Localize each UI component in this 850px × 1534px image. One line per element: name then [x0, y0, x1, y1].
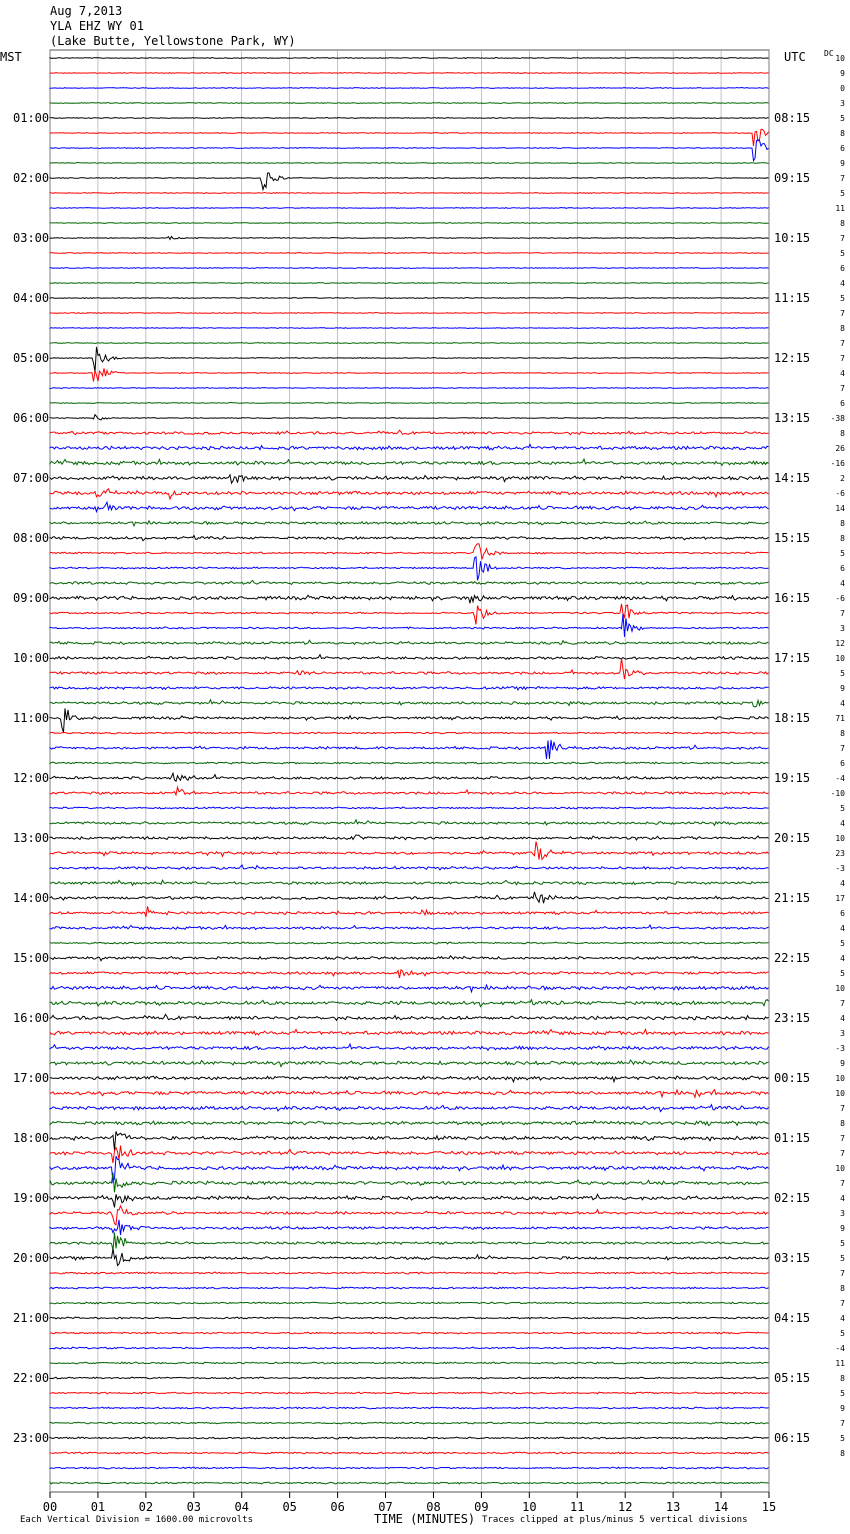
trace-line — [50, 700, 769, 707]
trace-line — [50, 1317, 769, 1319]
trace-line — [50, 1029, 769, 1035]
dc-offset-label: -16 — [830, 459, 845, 468]
trace-line — [50, 223, 769, 224]
dc-offset-label: 71 — [835, 714, 845, 723]
left-hour-label: 04:00 — [13, 291, 50, 305]
trace-line — [50, 640, 769, 644]
trace-line — [50, 444, 769, 449]
trace-line — [50, 544, 769, 560]
x-tick-label: 07 — [378, 1500, 393, 1514]
x-tick-label: 05 — [282, 1500, 297, 1514]
trace-line — [50, 328, 769, 329]
trace-line — [50, 880, 769, 885]
trace-line — [50, 536, 769, 541]
trace-line — [50, 1347, 769, 1349]
plot-frame — [50, 50, 769, 1492]
trace-line — [50, 1272, 769, 1274]
dc-offset-label: -6 — [835, 594, 845, 603]
dc-offset-label: 3 — [840, 1029, 845, 1038]
dc-offset-label: 5 — [840, 669, 845, 678]
right-hour-label: 05:15 — [774, 1371, 811, 1385]
right-hour-label: 01:15 — [774, 1131, 811, 1145]
right-hour-label: 04:15 — [774, 1311, 811, 1325]
trace-line — [50, 415, 769, 420]
dc-offset-label: 11 — [835, 1359, 845, 1368]
trace-line — [50, 521, 769, 526]
trace-line — [50, 1332, 769, 1334]
dc-offset-label: 3 — [840, 1209, 845, 1218]
dc-offset-label: 3 — [840, 624, 845, 633]
dc-offset-label: 7 — [840, 609, 845, 618]
dc-offset-label: 4 — [840, 279, 845, 288]
dc-offset-label: 7 — [840, 1104, 845, 1113]
trace-line — [50, 268, 769, 269]
dc-offset-label: 5 — [840, 1254, 845, 1263]
dc-offset-label: 8 — [840, 1374, 845, 1383]
trace-line — [50, 103, 769, 104]
left-hour-label: 13:00 — [13, 831, 50, 845]
trace-line — [50, 1249, 769, 1266]
dc-offset-label: -4 — [835, 1344, 845, 1353]
trace-line — [50, 580, 769, 584]
trace-line — [50, 1467, 769, 1469]
dc-offset-label: 7 — [840, 1419, 845, 1428]
dc-offset-label: 7 — [840, 1179, 845, 1188]
dc-offset-label: 8 — [840, 1449, 845, 1458]
dc-offset-label: 8 — [840, 1119, 845, 1128]
trace-line — [50, 740, 769, 759]
trace-line — [50, 1220, 769, 1235]
x-tick-label: 06 — [330, 1500, 345, 1514]
plot-date: Aug 7,2013 — [50, 4, 123, 18]
dc-offset-label: 4 — [840, 819, 845, 828]
trace-line — [50, 1156, 769, 1182]
dc-offset-label: 4 — [840, 879, 845, 888]
dc-offset-label: 5 — [840, 249, 845, 258]
station-location: (Lake Butte, Yellowstone Park, WY) — [50, 34, 296, 48]
dc-offset-label: -38 — [830, 414, 845, 423]
trace-line — [50, 298, 769, 299]
trace-line — [50, 430, 769, 434]
trace-line — [50, 687, 769, 690]
trace-line — [50, 820, 769, 826]
trace-line — [50, 1407, 769, 1409]
left-hour-label: 11:00 — [13, 711, 50, 725]
dc-offset-label: 4 — [840, 954, 845, 963]
trace-line — [50, 368, 769, 381]
right-hour-label: 13:15 — [774, 411, 811, 425]
dc-offset-label: 26 — [835, 444, 845, 453]
dc-offset-label: 4 — [840, 924, 845, 933]
trace-line — [50, 489, 769, 499]
right-hour-label: 02:15 — [774, 1191, 811, 1205]
trace-line — [50, 655, 769, 660]
dc-offset-label: 6 — [840, 564, 845, 573]
dc-offset-label: -10 — [830, 789, 845, 798]
trace-line — [50, 762, 769, 764]
dc-offset-label: 7 — [840, 174, 845, 183]
left-hour-label: 09:00 — [13, 591, 50, 605]
left-hour-label: 17:00 — [13, 1071, 50, 1085]
trace-line — [50, 58, 769, 59]
dc-offset-label: 6 — [840, 759, 845, 768]
dc-offset-label: 4 — [840, 699, 845, 708]
trace-line — [50, 283, 769, 284]
right-hour-label: 17:15 — [774, 651, 811, 665]
x-tick-label: 12 — [617, 1500, 633, 1514]
right-hour-label: 11:15 — [774, 291, 811, 305]
right-hour-label: 08:15 — [774, 111, 811, 125]
right-hour-label: 20:15 — [774, 831, 811, 845]
right-hour-label: 23:15 — [774, 1011, 811, 1025]
trace-line — [50, 502, 769, 511]
trace-line — [50, 208, 769, 209]
x-tick-label: 14 — [713, 1500, 729, 1514]
dc-offset-label: 8 — [840, 219, 845, 228]
trace-line — [50, 343, 769, 344]
right-hour-label: 12:15 — [774, 351, 811, 365]
dc-offset-label: 8 — [840, 519, 845, 528]
trace-line — [50, 253, 769, 254]
left-hour-label: 20:00 — [13, 1251, 50, 1265]
trace-line — [50, 1452, 769, 1454]
trace-line — [50, 773, 769, 781]
right-hour-label: 14:15 — [774, 471, 811, 485]
dc-offset-label: 9 — [840, 1224, 845, 1233]
trace-line — [50, 403, 769, 404]
trace-line — [50, 347, 769, 372]
dc-offset-label: -3 — [835, 864, 845, 873]
trace-line — [50, 865, 769, 870]
trace-line — [50, 1437, 769, 1439]
trace-line — [50, 892, 769, 903]
dc-offset-label: 7 — [840, 384, 845, 393]
left-hour-label: 21:00 — [13, 1311, 50, 1325]
dc-offset-label: -6 — [835, 489, 845, 498]
trace-line — [50, 787, 769, 795]
trace-line — [50, 129, 769, 146]
dc-offset-label: 5 — [840, 1389, 845, 1398]
dc-offset-label: 5 — [840, 114, 845, 123]
dc-offset-label: 9 — [840, 684, 845, 693]
x-tick-label: 08 — [426, 1500, 441, 1514]
x-tick-label: 11 — [570, 1500, 585, 1514]
dc-offset-label: 5 — [840, 969, 845, 978]
x-tick-label: 00 — [42, 1500, 58, 1514]
trace-line — [50, 118, 769, 119]
right-hour-label: 00:15 — [774, 1071, 811, 1085]
trace-line — [50, 1377, 769, 1379]
trace-line — [50, 942, 769, 944]
trace-line — [50, 956, 769, 961]
dc-offset-label: 7 — [840, 354, 845, 363]
trace-line — [50, 1105, 769, 1112]
dc-offset-label: 9 — [840, 1404, 845, 1413]
dc-offset-label: 14 — [835, 504, 845, 513]
left-hour-label: 22:00 — [13, 1371, 50, 1385]
x-axis-label: TIME (MINUTES) — [374, 1512, 476, 1526]
dc-offset-label: 5 — [840, 939, 845, 948]
trace-line — [50, 1090, 769, 1098]
trace-line — [50, 807, 769, 809]
trace-line — [50, 985, 769, 992]
dc-offset-label: 5 — [840, 1329, 845, 1338]
trace-line — [50, 835, 769, 840]
right-hour-label: 19:15 — [774, 771, 811, 785]
clip-note: Traces clipped at plus/minus 5 vertical divisions — [482, 1515, 748, 1525]
x-tick-label: 15 — [761, 1500, 777, 1514]
dc-offset-label: 5 — [840, 189, 845, 198]
trace-line — [50, 236, 769, 239]
left-hour-label: 03:00 — [13, 231, 50, 245]
right-hour-label: 21:15 — [774, 891, 811, 905]
right-hour-label: 03:15 — [774, 1251, 811, 1265]
dc-offset-label: 8 — [840, 324, 845, 333]
trace-line — [50, 475, 769, 483]
trace-line — [50, 1392, 769, 1394]
x-tick-label: 13 — [665, 1500, 681, 1514]
trace-line — [50, 1060, 769, 1067]
dc-offset-label: 5 — [840, 549, 845, 558]
trace-line — [50, 1121, 769, 1126]
dc-offset-label: 6 — [840, 144, 845, 153]
trace-line — [50, 604, 769, 625]
dc-offset-label: 6 — [840, 909, 845, 918]
left-hour-label: 18:00 — [13, 1131, 50, 1145]
dc-offset-label: 17 — [835, 894, 845, 903]
x-tick-label: 10 — [522, 1500, 537, 1514]
x-tick-label: 03 — [186, 1500, 202, 1514]
trace-line — [50, 173, 769, 190]
scale-note: Each Vertical Division = 1600.00 microvolts — [20, 1515, 253, 1525]
dc-offset-label: 23 — [835, 849, 845, 858]
trace-line — [50, 1194, 769, 1207]
trace-line — [50, 1206, 769, 1225]
dc-offset-label: 3 — [840, 99, 845, 108]
trace-line — [50, 970, 769, 978]
x-tick-label: 04 — [234, 1500, 249, 1514]
trace-line — [50, 1173, 769, 1193]
trace-line — [50, 1076, 769, 1082]
dc-offset-label: 7 — [840, 1134, 845, 1143]
left-hour-label: 02:00 — [13, 171, 50, 185]
dc-offset-label: 4 — [840, 369, 845, 378]
x-tick-label: 09 — [474, 1500, 489, 1514]
trace-line — [50, 1287, 769, 1289]
dc-label: DC — [824, 49, 834, 58]
trace-line — [50, 732, 769, 734]
trace-line — [50, 557, 769, 580]
dc-offset-label: 4 — [840, 1014, 845, 1023]
right-hour-label: 18:15 — [774, 711, 811, 725]
dc-offset-label: 7 — [840, 744, 845, 753]
dc-offset-label: 10 — [835, 54, 845, 63]
trace-line — [50, 1362, 769, 1364]
dc-offset-label: 8 — [840, 534, 845, 543]
trace-line — [50, 1014, 769, 1020]
dc-offset-label: 11 — [835, 204, 845, 213]
right-hour-label: 16:15 — [774, 591, 811, 605]
right-hour-label: 15:15 — [774, 531, 811, 545]
trace-line — [50, 163, 769, 164]
dc-offset-label: 8 — [840, 729, 845, 738]
trace-line — [50, 925, 769, 929]
left-hour-label: 08:00 — [13, 531, 50, 545]
trace-line — [50, 842, 769, 860]
dc-offset-label: 9 — [840, 69, 845, 78]
left-hour-label: 19:00 — [13, 1191, 50, 1205]
dc-offset-label: 7 — [840, 309, 845, 318]
trace-line — [50, 1131, 769, 1150]
trace-line — [50, 388, 769, 389]
left-hour-label: 12:00 — [13, 771, 50, 785]
dc-offset-label: 5 — [840, 804, 845, 813]
right-hour-label: 22:15 — [774, 951, 811, 965]
trace-line — [50, 595, 769, 603]
dc-offset-label: 8 — [840, 1284, 845, 1293]
trace-line — [50, 1422, 769, 1424]
trace-line — [50, 88, 769, 89]
dc-offset-label: 5 — [840, 1239, 845, 1248]
dc-offset-label: 7 — [840, 1269, 845, 1278]
dc-offset-label: 5 — [840, 294, 845, 303]
dc-offset-label: 8 — [840, 129, 845, 138]
left-hour-label: 05:00 — [13, 351, 50, 365]
left-axis-label: MST — [0, 50, 22, 64]
dc-offset-label: 2 — [840, 474, 845, 483]
left-hour-label: 23:00 — [13, 1431, 50, 1445]
dc-offset-label: 10 — [835, 1164, 845, 1173]
dc-offset-label: 12 — [835, 639, 845, 648]
trace-line — [50, 1233, 769, 1251]
right-hour-label: 10:15 — [774, 231, 811, 245]
trace-line — [50, 140, 769, 161]
dc-offset-label: 10 — [835, 984, 845, 993]
x-tick-label: 01 — [90, 1500, 106, 1514]
right-hour-label: 06:15 — [774, 1431, 811, 1445]
trace-line — [50, 193, 769, 194]
left-hour-label: 10:00 — [13, 651, 50, 665]
dc-offset-label: 6 — [840, 264, 845, 273]
left-hour-label: 15:00 — [13, 951, 50, 965]
trace-line — [50, 459, 769, 465]
dc-offset-label: 9 — [840, 159, 845, 168]
dc-offset-label: 10 — [835, 1089, 845, 1098]
left-hour-label: 01:00 — [13, 111, 50, 125]
trace-line — [50, 1146, 769, 1163]
trace-line — [50, 614, 769, 637]
dc-offset-label: -4 — [835, 774, 845, 783]
trace-line — [50, 313, 769, 314]
trace-line — [50, 1044, 769, 1050]
station-code: YLA EHZ WY 01 — [50, 19, 144, 33]
trace-line — [50, 658, 769, 679]
dc-offset-label: 7 — [840, 234, 845, 243]
trace-line — [50, 708, 769, 732]
left-hour-label: 07:00 — [13, 471, 50, 485]
dc-offset-label: 7 — [840, 1149, 845, 1158]
dc-offset-label: 10 — [835, 834, 845, 843]
left-hour-label: 16:00 — [13, 1011, 50, 1025]
dc-offset-label: 4 — [840, 1194, 845, 1203]
dc-offset-label: 8 — [840, 429, 845, 438]
dc-offset-label: 10 — [835, 1074, 845, 1083]
left-hour-label: 14:00 — [13, 891, 50, 905]
trace-line — [50, 73, 769, 74]
dc-offset-label: 7 — [840, 1299, 845, 1308]
right-hour-label: 09:15 — [774, 171, 811, 185]
dc-offset-label: 4 — [840, 579, 845, 588]
dc-offset-label: -3 — [835, 1044, 845, 1053]
dc-offset-label: 7 — [840, 999, 845, 1008]
dc-offset-label: 4 — [840, 1314, 845, 1323]
trace-line — [50, 1302, 769, 1304]
trace-line — [50, 1482, 769, 1484]
left-hour-label: 06:00 — [13, 411, 50, 425]
dc-offset-label: 0 — [840, 84, 845, 93]
dc-offset-label: 7 — [840, 339, 845, 348]
dc-offset-label: 5 — [840, 1434, 845, 1443]
trace-line — [50, 906, 769, 916]
x-tick-label: 02 — [138, 1500, 154, 1514]
trace-line — [50, 1000, 769, 1007]
dc-offset-label: 10 — [835, 654, 845, 663]
right-axis-label: UTC — [784, 50, 806, 64]
dc-offset-label: 6 — [840, 399, 845, 408]
dc-offset-label: 9 — [840, 1059, 845, 1068]
